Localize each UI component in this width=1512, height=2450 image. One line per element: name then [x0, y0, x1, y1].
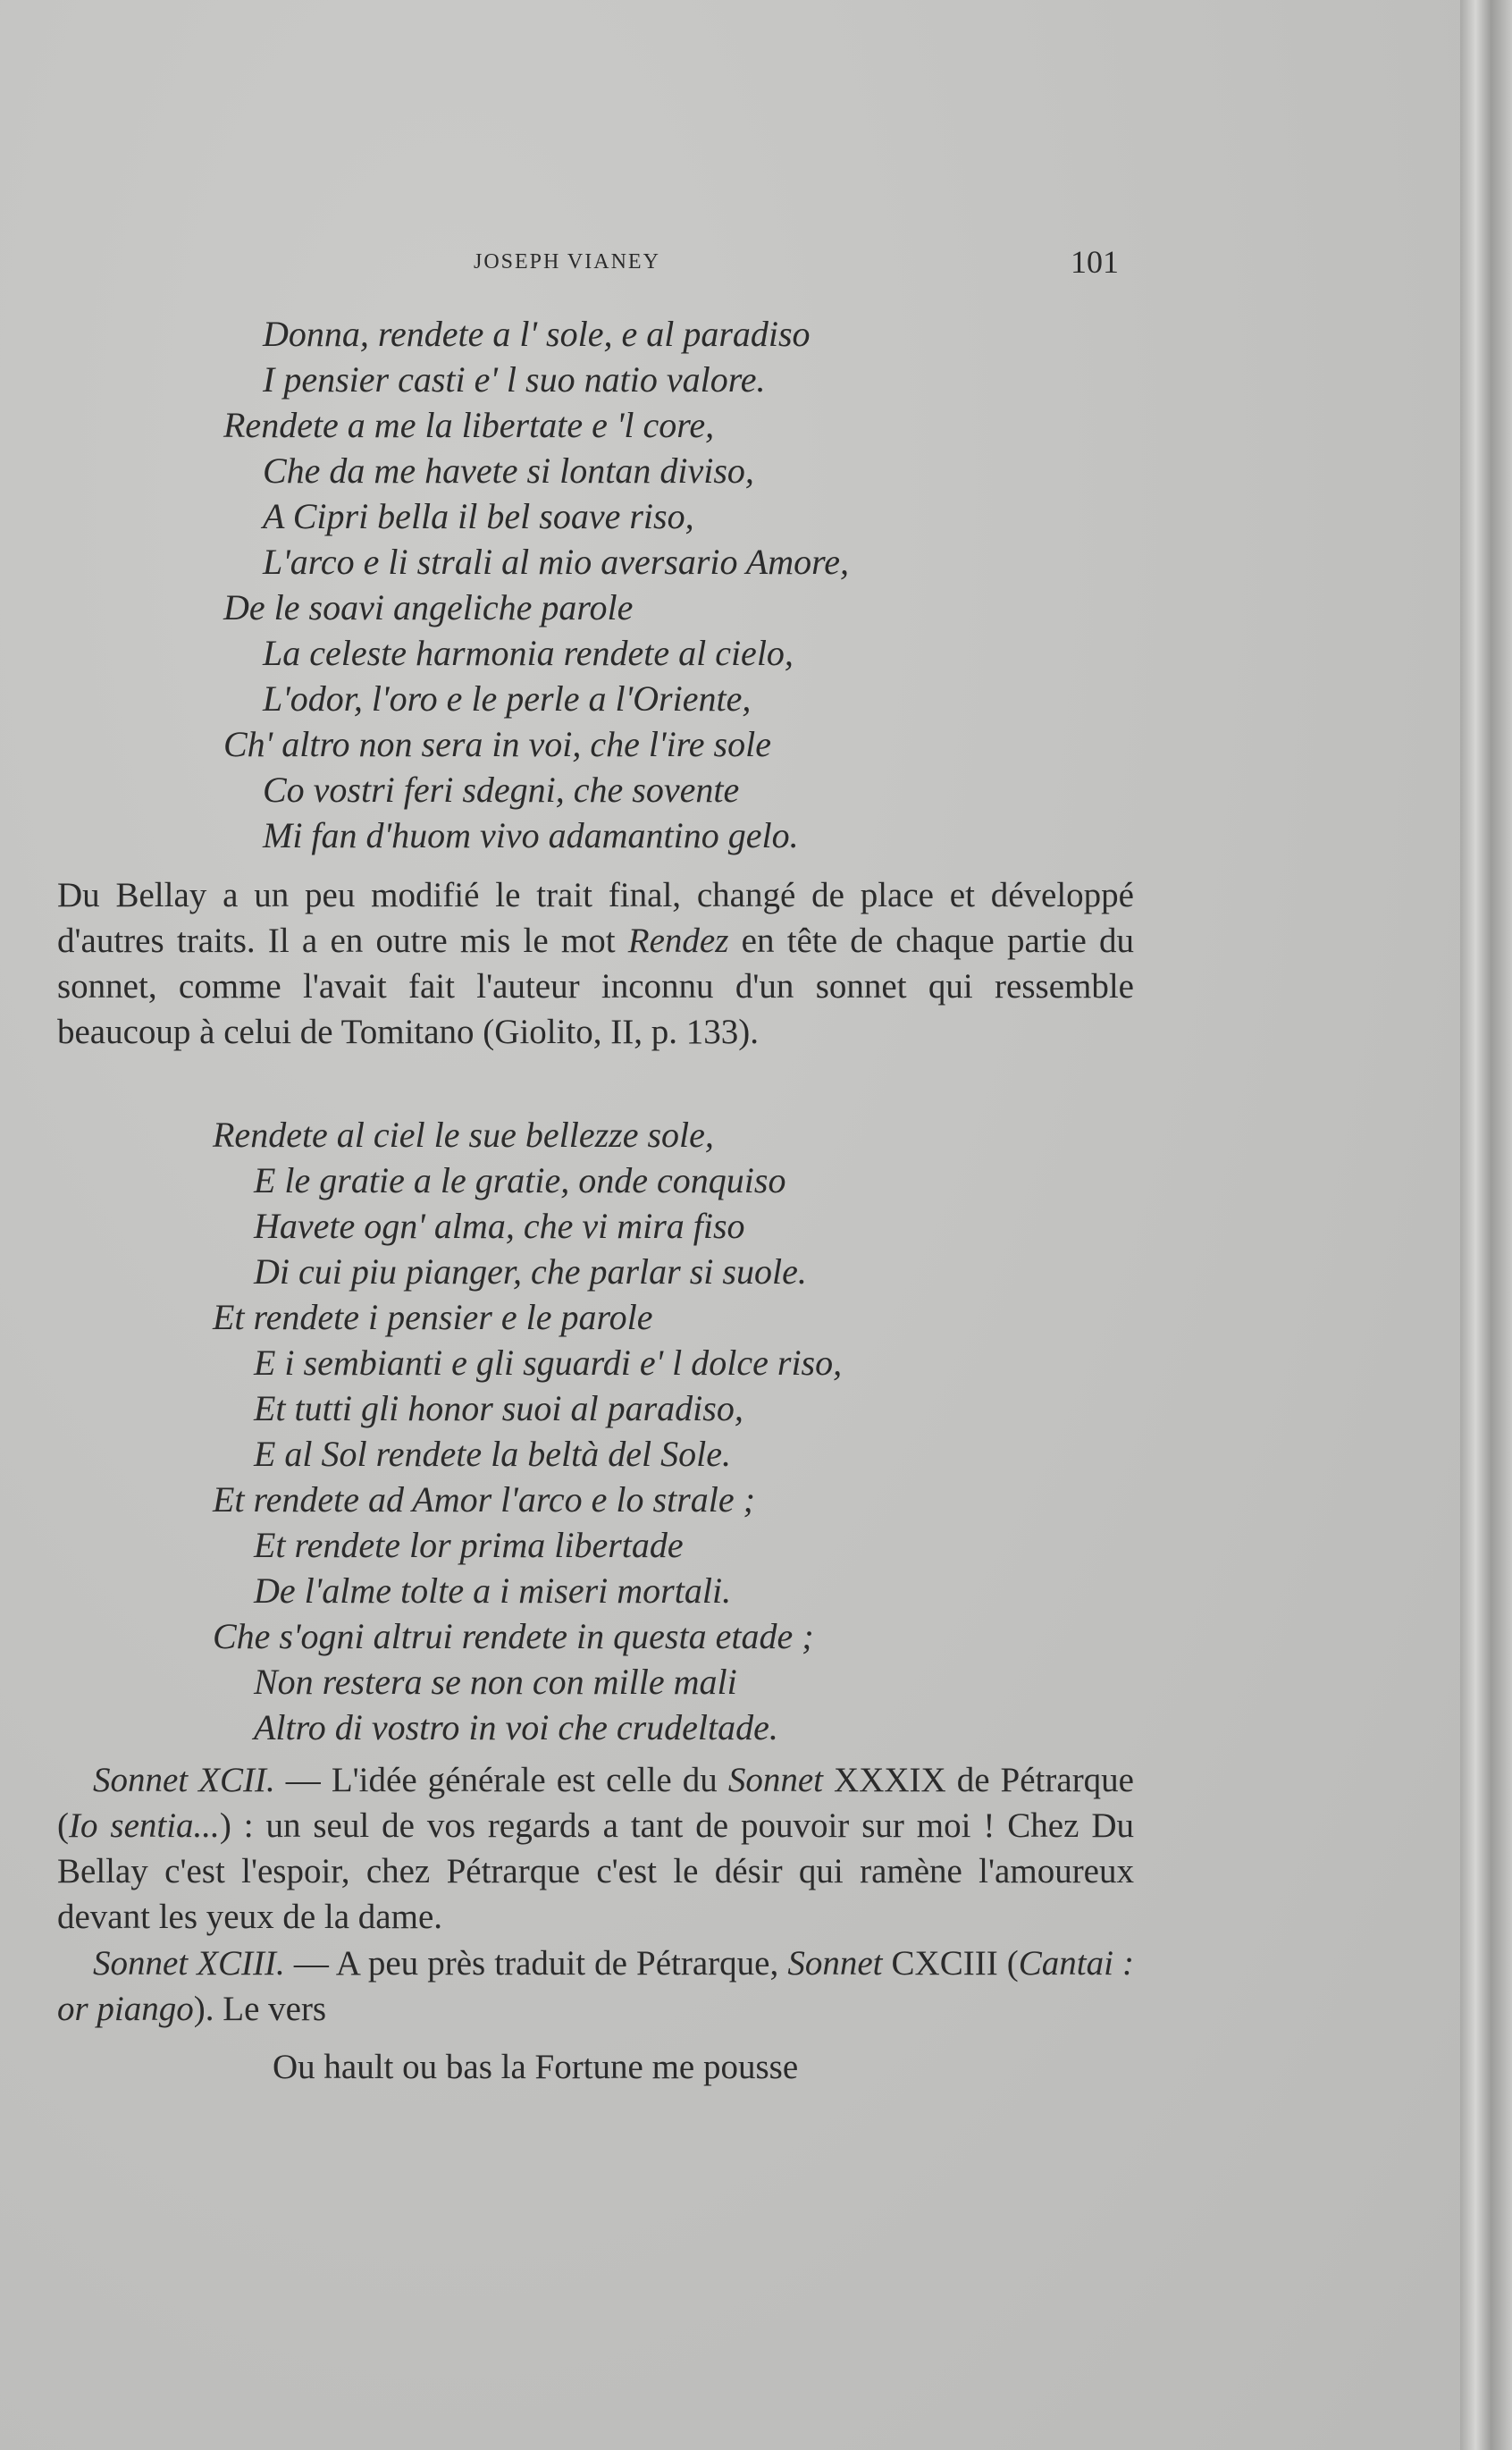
paragraph-2-text-b: — L'idée générale est celle du: [274, 1761, 728, 1799]
quoted-verse-line: Ou hault ou bas la Fortune me pousse: [273, 2048, 799, 2086]
verse-line: Et rendete lor prima libertade: [254, 1525, 684, 1565]
paragraph-1-text-c: en tête de chaque partie du sonnet, comme l'avait fait l'auteur inconnu d'un sonnet qui ressemble beaucoup à celui de Tomitano (Giolito, II, p. 133).: [57, 922, 1134, 1051]
paragraph-3-text-f: ). Le vers: [193, 1990, 327, 2028]
paragraph-3-incipit: Cantai : or piango: [57, 1944, 1135, 2028]
verse-line: Ch' altro non sera in voi, che l'ire sole: [223, 724, 771, 764]
verse-line: Havete ogn' alma, che vi mira fiso: [254, 1206, 745, 1246]
paragraph-3: [57, 1941, 1134, 2032]
verse-line: La celeste harmonia rendete al cielo,: [263, 633, 794, 673]
paragraph-3-sonnet-ref: Sonnet XCIII.: [93, 1944, 285, 1983]
verse-line: Mi fan d'huom vivo adamantino gelo.: [263, 815, 799, 855]
verse-line: I pensier casti e' l suo natio valore.: [263, 359, 766, 400]
poem-1: [223, 311, 849, 858]
verse-line: Che da me havete si lontan diviso,: [263, 450, 754, 491]
paragraph-2-incipit: Io sentia...: [69, 1806, 220, 1845]
page-number: 101: [1071, 244, 1119, 280]
verse-line: Et rendete i pensier e le parole: [213, 1297, 653, 1337]
paragraph-1-keyword: Rendez: [627, 922, 729, 960]
verse-line: Di cui piu pianger, che parlar si suole.: [254, 1251, 807, 1292]
verse-line: Et rendete ad Amor l'arco e lo strale ;: [213, 1479, 755, 1520]
page-edge: [1460, 0, 1512, 2450]
paragraph-2-sonnet-ref: Sonnet XCII.: [93, 1761, 275, 1799]
paragraph-1-text-a: Du Bellay a un peu modifié le trait final, changé de place et développé d'autres traits. Il a en outre mis le mot: [57, 876, 1134, 960]
paragraph-2: [57, 1757, 1134, 1940]
verse-line: A Cipri bella il bel soave riso,: [263, 496, 694, 536]
verse-line: Che s'ogni altrui rendete in questa etade ;: [213, 1616, 814, 1656]
paragraph-2-sonnet-word: Sonnet: [727, 1761, 823, 1799]
poem-2: [213, 1112, 842, 1750]
verse-line: E le gratie a le gratie, onde conquiso: [254, 1160, 786, 1200]
verse-line: De le soavi angeliche parole: [223, 587, 634, 627]
verse-line: Et tutti gli honor suoi al paradiso,: [254, 1388, 743, 1428]
paragraph-1: [57, 872, 1134, 1055]
verse-line: Rendete al ciel le sue bellezze sole,: [213, 1115, 714, 1155]
paragraph-3-text-d: CXCIII (: [882, 1944, 1019, 1983]
paragraph-2-text-d: XXXIX de Pétrarque (: [57, 1761, 1134, 1845]
verse-line: Co vostri feri sdegni, che sovente: [263, 770, 740, 810]
paragraph-2-text-f: ) : un seul de vos regards a tant de pouvoir sur moi ! Chez Du Bellay c'est l'espoir, chez Pétrarque c'est le désir qui ramène l'amoureux devant les yeux de la dame.: [57, 1806, 1134, 1936]
verse-line: Non restera se non con mille mali: [254, 1662, 737, 1702]
page-header: [0, 244, 1512, 286]
verse-line: E i sembianti e gli sguardi e' l dolce riso,: [254, 1343, 843, 1383]
running-head: JOSEPH VIANEY: [474, 250, 660, 274]
verse-line: Altro di vostro in voi che crudeltade.: [254, 1707, 778, 1747]
verse-line: De l'alme tolte a i miseri mortali.: [254, 1570, 732, 1611]
paragraph-3-sonnet-word: Sonnet: [787, 1944, 883, 1983]
verse-line: Donna, rendete a l' sole, e al paradiso: [263, 314, 811, 354]
paragraph-3-text-b: — A peu près traduit de Pétrarque,: [284, 1944, 788, 1983]
verse-line: L'arco e li strali al mio aversario Amore,: [263, 542, 849, 582]
verse-line: E al Sol rendete la beltà del Sole.: [254, 1434, 731, 1474]
verse-line: L'odor, l'oro e le perle a l'Oriente,: [263, 678, 752, 719]
verse-line: Rendete a me la libertate e 'l core,: [223, 405, 715, 445]
